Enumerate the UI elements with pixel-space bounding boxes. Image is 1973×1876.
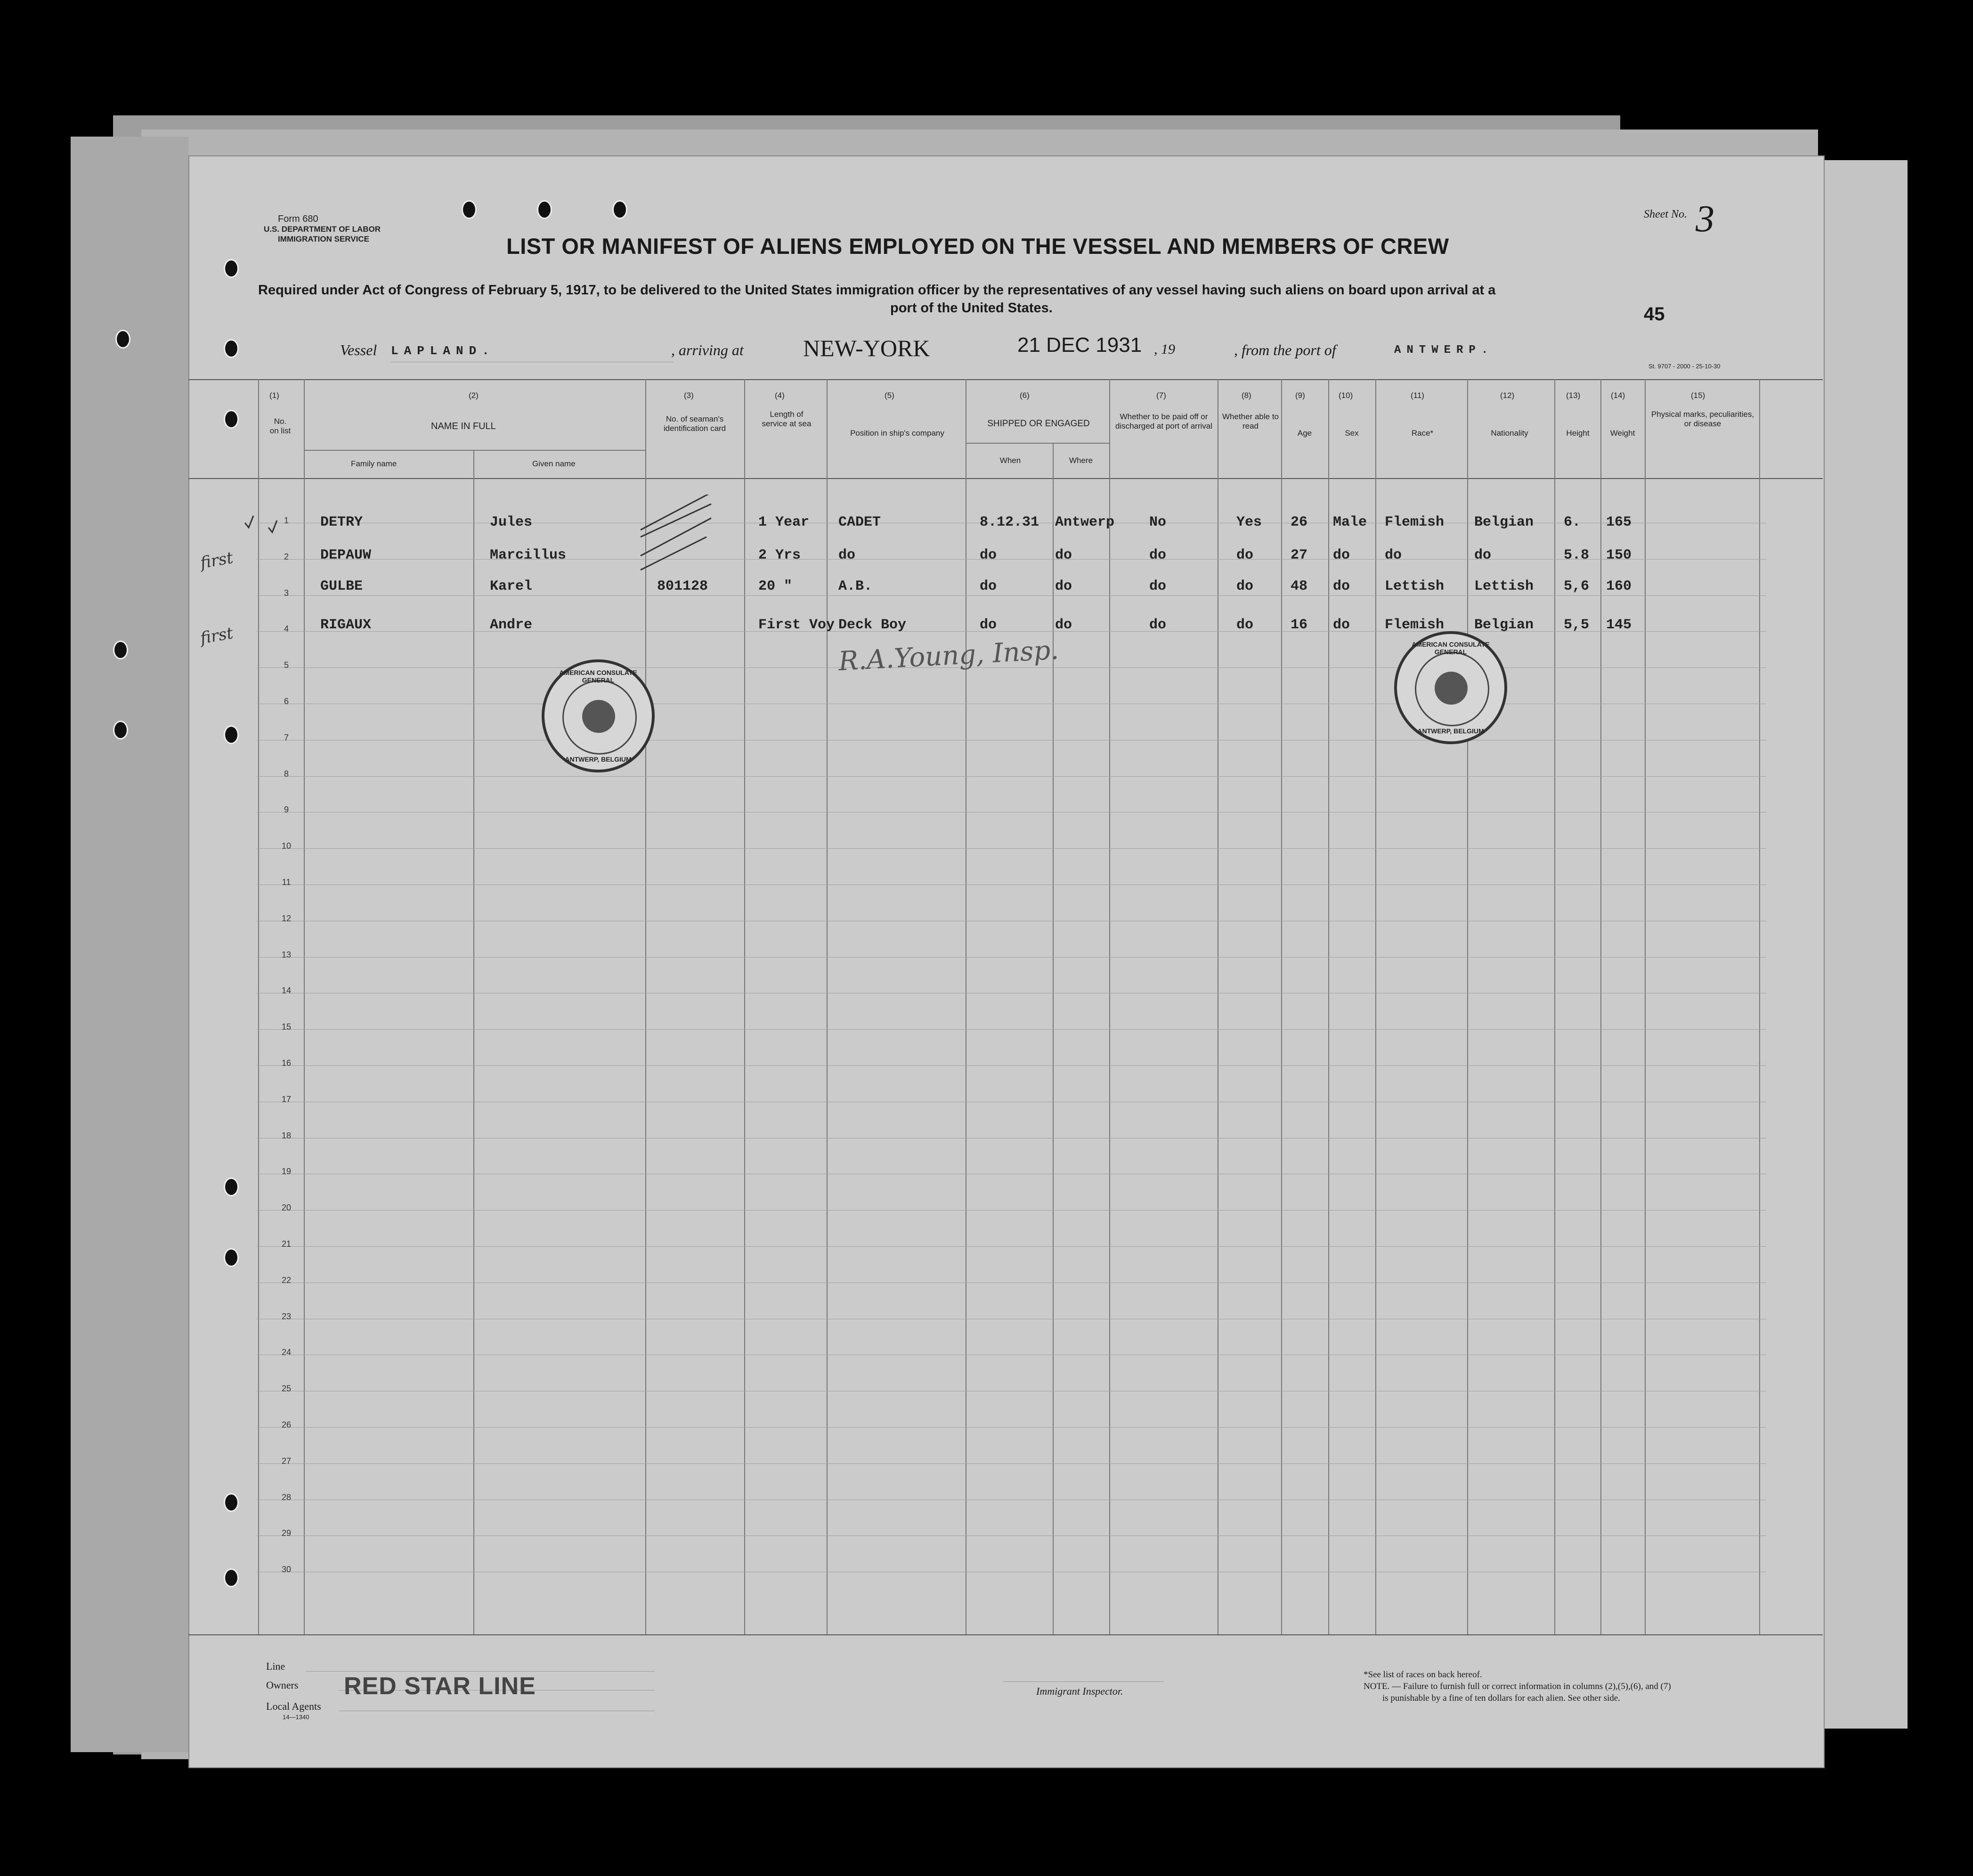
cell-length: 1 Year: [758, 514, 810, 530]
row-rule: [257, 1065, 1766, 1066]
agents-code: 14—1340: [283, 1714, 309, 1721]
card-slash: [641, 537, 706, 570]
subtitle-line-2: port of the United States.: [890, 300, 1053, 316]
cell-where: do: [1055, 547, 1072, 563]
col-line: [1375, 379, 1376, 1634]
col-6a-header: When: [999, 456, 1021, 465]
cell-sex: do: [1333, 617, 1350, 633]
row-rule: [257, 1535, 1766, 1536]
cell-read: do: [1236, 617, 1254, 633]
footnote-2: NOTE. — Failure to furnish full or correct information in columns (2),(5),(6), and (7): [1364, 1681, 1671, 1691]
punch-hole: [115, 330, 130, 349]
col-line: [1053, 443, 1054, 1634]
arrival-date: 21 DEC 1931: [1017, 333, 1142, 357]
footer-line: [306, 1671, 655, 1672]
form-number: Form 680: [278, 214, 318, 224]
col-1-number: (1): [269, 391, 279, 400]
row-number: 24: [281, 1348, 292, 1357]
sheet-number: 3: [1696, 198, 1714, 240]
cell-when: 8.12.31: [980, 514, 1039, 530]
col-4-number: (4): [775, 391, 785, 400]
row-number: 13: [281, 950, 292, 959]
col-10-number: (10): [1339, 391, 1353, 400]
subtitle-line-1: Required under Act of Congress of February 5, 1917, to be delivered to the United States immigration officer by the representatives of any vessel having such aliens on board upon arrival at a: [258, 283, 1496, 298]
row-number: 4: [284, 624, 289, 633]
punch-hole: [224, 1493, 239, 1512]
cell-read: do: [1236, 547, 1254, 563]
row-number: 7: [284, 733, 289, 742]
row-number: 20: [281, 1203, 292, 1212]
row-number: 9: [284, 805, 289, 814]
page-flap: [1823, 160, 1908, 1729]
row-number: 10: [281, 841, 292, 851]
row-number: 28: [281, 1493, 292, 1502]
col-15-number: (15): [1691, 391, 1705, 400]
row-number: 19: [281, 1167, 292, 1176]
punch-hole: [113, 721, 128, 739]
col-2a-header: Family name: [351, 459, 397, 468]
col-1-header: No. on list: [269, 417, 291, 435]
punch-hole: [224, 1568, 239, 1587]
col-3-header: No. of seaman's identification card: [663, 414, 726, 433]
col-4-header: Length of service at sea: [762, 410, 812, 428]
arriving-label: , arriving at: [671, 341, 744, 358]
row-number: 25: [281, 1384, 292, 1393]
punch-hole: [224, 725, 239, 744]
cell-length: 2 Yrs: [758, 547, 801, 563]
col-line: [1328, 379, 1329, 1634]
cell-race: Flemish: [1385, 514, 1445, 530]
cell-position: do: [838, 547, 856, 563]
cell-given: Karel: [490, 578, 533, 594]
cell-read: Yes: [1236, 514, 1262, 530]
cell-nationality: Belgian: [1474, 514, 1534, 530]
col-line: [1554, 379, 1555, 1634]
col-14-number: (14): [1611, 391, 1625, 400]
name-subheader-line: [304, 450, 645, 451]
table-header-bottom: [188, 478, 1823, 479]
row-number: 22: [281, 1275, 292, 1285]
col-3-number: (3): [684, 391, 694, 400]
table-bottom-border: [188, 1634, 1823, 1635]
cell-paid: do: [1149, 578, 1167, 594]
cell-weight: 160: [1606, 578, 1632, 594]
cell-read: do: [1236, 578, 1254, 594]
row-number: 3: [284, 588, 289, 598]
punch-hole: [224, 1248, 239, 1267]
arrival-port: NEW-YORK: [803, 335, 930, 361]
eagle-seal-icon: [582, 700, 615, 733]
row-rule: [257, 776, 1766, 777]
col-line: [1467, 379, 1468, 1634]
punch-hole: [224, 339, 239, 358]
row-number: 27: [281, 1456, 292, 1466]
row-number: 17: [281, 1095, 292, 1104]
cell-when: do: [980, 617, 997, 633]
margin-note-2: first: [199, 624, 235, 648]
row-rule: [257, 1463, 1766, 1464]
cell-weight: 165: [1606, 514, 1632, 530]
vessel-label: Vessel: [340, 341, 377, 358]
cell-paid: do: [1149, 617, 1167, 633]
tick-mark: [245, 516, 253, 528]
row-rule: [257, 848, 1766, 849]
row-number: 29: [281, 1528, 292, 1538]
cell-sex: Male: [1333, 514, 1367, 530]
punch-hole: [113, 641, 128, 659]
cell-when: do: [980, 578, 997, 594]
cell-length: First Voy: [758, 617, 835, 633]
col-13-header: Height: [1566, 429, 1590, 438]
cell-sex: do: [1333, 578, 1350, 594]
owners-label: Owners: [266, 1679, 299, 1691]
table-top-border: [188, 379, 1823, 380]
punch-hole: [224, 259, 239, 278]
row-number: 14: [281, 986, 292, 995]
cell-sex: do: [1333, 547, 1350, 563]
from-label: , from the port of: [1234, 341, 1336, 358]
cell-length: 20 ": [758, 578, 793, 594]
card-slash: [641, 504, 711, 537]
inspector-label: Immigrant Inspector.: [1036, 1685, 1123, 1697]
col-line: [1759, 379, 1760, 1634]
col-11-number: (11): [1411, 391, 1424, 400]
row-number: 11: [282, 877, 291, 887]
cell-where: do: [1055, 617, 1072, 633]
cell-nationality: Belgian: [1474, 617, 1534, 633]
col-8-header: Whether able to read: [1222, 412, 1279, 430]
inspector-signature-line: [1003, 1681, 1163, 1682]
col-12-header: Nationality: [1491, 429, 1528, 438]
col-6b-header: Where: [1069, 456, 1093, 465]
cell-height: 5.8: [1564, 547, 1590, 563]
stamp-top-text: AMERICAN CONSULATE GENERAL: [1412, 641, 1490, 656]
line-stamp: RED STAR LINE: [344, 1673, 536, 1700]
stamp-top-text: AMERICAN CONSULATE GENERAL: [559, 669, 637, 684]
cell-when: do: [980, 547, 997, 563]
card-slash: [641, 495, 725, 530]
cell-position: CADET: [838, 514, 881, 530]
cell-age: 26: [1291, 514, 1308, 530]
footnote-3: is punishable by a fine of ten dollars for each alien. See other side.: [1382, 1693, 1620, 1703]
cell-nationality: do: [1474, 547, 1492, 563]
row-rule: [257, 957, 1766, 958]
cell-race: Lettish: [1385, 578, 1445, 594]
page-title: LIST OR MANIFEST OF ALIENS EMPLOYED ON THE VESSEL AND MEMBERS OF CREW: [506, 234, 1449, 259]
agents-label: Local Agents: [266, 1700, 321, 1712]
col-line: [1281, 379, 1282, 1634]
row-number: 6: [284, 697, 289, 706]
col-5-header: Position in ship's company: [850, 429, 944, 438]
row-number: 21: [281, 1239, 292, 1249]
col-line: [1600, 379, 1601, 1634]
cell-race: do: [1385, 547, 1402, 563]
sheet-label: Sheet No.: [1644, 208, 1687, 220]
eagle-seal-icon: [1435, 672, 1468, 705]
cell-paid: do: [1149, 547, 1167, 563]
handwritten-marks: [188, 495, 754, 683]
col-7-header: Whether to be paid off or discharged at port of arrival: [1115, 412, 1212, 430]
col-14-header: Weight: [1610, 429, 1635, 438]
punch-hole: [224, 1178, 239, 1196]
row-rule: [257, 1427, 1766, 1428]
col-9-header: Age: [1297, 429, 1312, 438]
cell-card: 801128: [657, 578, 708, 594]
service: IMMIGRATION SERVICE: [278, 235, 369, 244]
row-number: 12: [281, 914, 292, 923]
col-2-number: (2): [469, 391, 479, 400]
punch-hole: [612, 200, 627, 219]
cell-given: Andre: [490, 617, 533, 633]
cell-family: DETRY: [320, 514, 363, 530]
col-6-header: SHIPPED OR ENGAGED: [987, 419, 1090, 429]
col-13-number: (13): [1566, 391, 1581, 400]
stamp-bottom-text: ANTWERP, BELGIUM: [565, 755, 632, 763]
row-number: 15: [281, 1022, 292, 1031]
row-number: 26: [281, 1420, 292, 1429]
col-9-number: (9): [1295, 391, 1305, 400]
footnote-1: *See list of races on back hereof.: [1364, 1670, 1482, 1680]
col-line: [827, 379, 828, 1634]
cell-where: do: [1055, 578, 1072, 594]
print-code: St. 9707 - 2000 - 25-10-30: [1648, 363, 1721, 370]
line-label: Line: [266, 1660, 285, 1672]
col-12-number: (12): [1500, 391, 1515, 400]
punch-hole: [462, 200, 477, 219]
tick-mark: [268, 520, 277, 532]
col-10-header: Sex: [1345, 429, 1359, 438]
col-15-header: Physical marks, peculiarities, or disease: [1651, 410, 1754, 428]
shipped-subheader-line: [966, 443, 1109, 444]
vessel-name: LAPLAND.: [391, 344, 495, 358]
stamp-bottom-text: ANTWERP, BELGIUM: [1417, 727, 1484, 735]
port-from: ANTWERP.: [1394, 344, 1494, 357]
row-number: 1: [284, 516, 289, 525]
cell-given: Jules: [490, 514, 533, 530]
cell-nationality: Lettish: [1474, 578, 1534, 594]
row-number: 5: [284, 660, 289, 670]
row-number: 18: [281, 1131, 292, 1140]
cell-height: 6.: [1564, 514, 1581, 530]
binder-edge: [71, 137, 188, 1752]
department: U.S. DEPARTMENT OF LABOR: [264, 225, 381, 234]
cell-family: DEPAUW: [320, 547, 372, 563]
row-number: 23: [281, 1312, 292, 1321]
page-number: 45: [1644, 304, 1665, 325]
cell-weight: 150: [1606, 547, 1632, 563]
col-line: [1645, 379, 1646, 1634]
punch-hole: [537, 200, 552, 219]
cell-given: Marcillus: [490, 547, 567, 563]
col-5-number: (5): [885, 391, 894, 400]
inspector-signature: R.A.Young, Insp.: [837, 634, 1060, 677]
year-label: , 19: [1154, 341, 1175, 357]
cell-position: Deck Boy: [838, 617, 907, 633]
row-number: 16: [281, 1058, 292, 1068]
margin-note-1: first: [199, 548, 235, 573]
col-7-number: (7): [1156, 391, 1166, 400]
cell-where: Antwerp: [1055, 514, 1115, 530]
col-8-number: (8): [1242, 391, 1251, 400]
row-rule: [257, 1029, 1766, 1030]
punch-hole: [224, 410, 239, 429]
cell-race: Flemish: [1385, 617, 1445, 633]
consulate-stamp: [1394, 631, 1507, 744]
col-2-header: NAME IN FULL: [431, 421, 496, 431]
col-line: [1109, 379, 1110, 1634]
cell-age: 48: [1291, 578, 1308, 594]
col-6-number: (6): [1020, 391, 1030, 400]
row-number: 2: [284, 552, 289, 561]
col-11-header: Race*: [1411, 429, 1434, 438]
cell-family: RIGAUX: [320, 617, 372, 633]
cell-paid: No: [1149, 514, 1167, 530]
cell-height: 5,5: [1564, 617, 1590, 633]
cell-weight: 145: [1606, 617, 1632, 633]
cell-age: 27: [1291, 547, 1308, 563]
cell-position: A.B.: [838, 578, 873, 594]
col-2b-header: Given name: [532, 459, 576, 468]
consulate-stamp: [542, 659, 655, 772]
cell-height: 5,6: [1564, 578, 1590, 594]
row-number: 8: [284, 769, 289, 779]
row-rule: [257, 1246, 1766, 1247]
cell-family: GULBE: [320, 578, 363, 594]
cell-age: 16: [1291, 617, 1308, 633]
row-number: 30: [281, 1565, 292, 1574]
